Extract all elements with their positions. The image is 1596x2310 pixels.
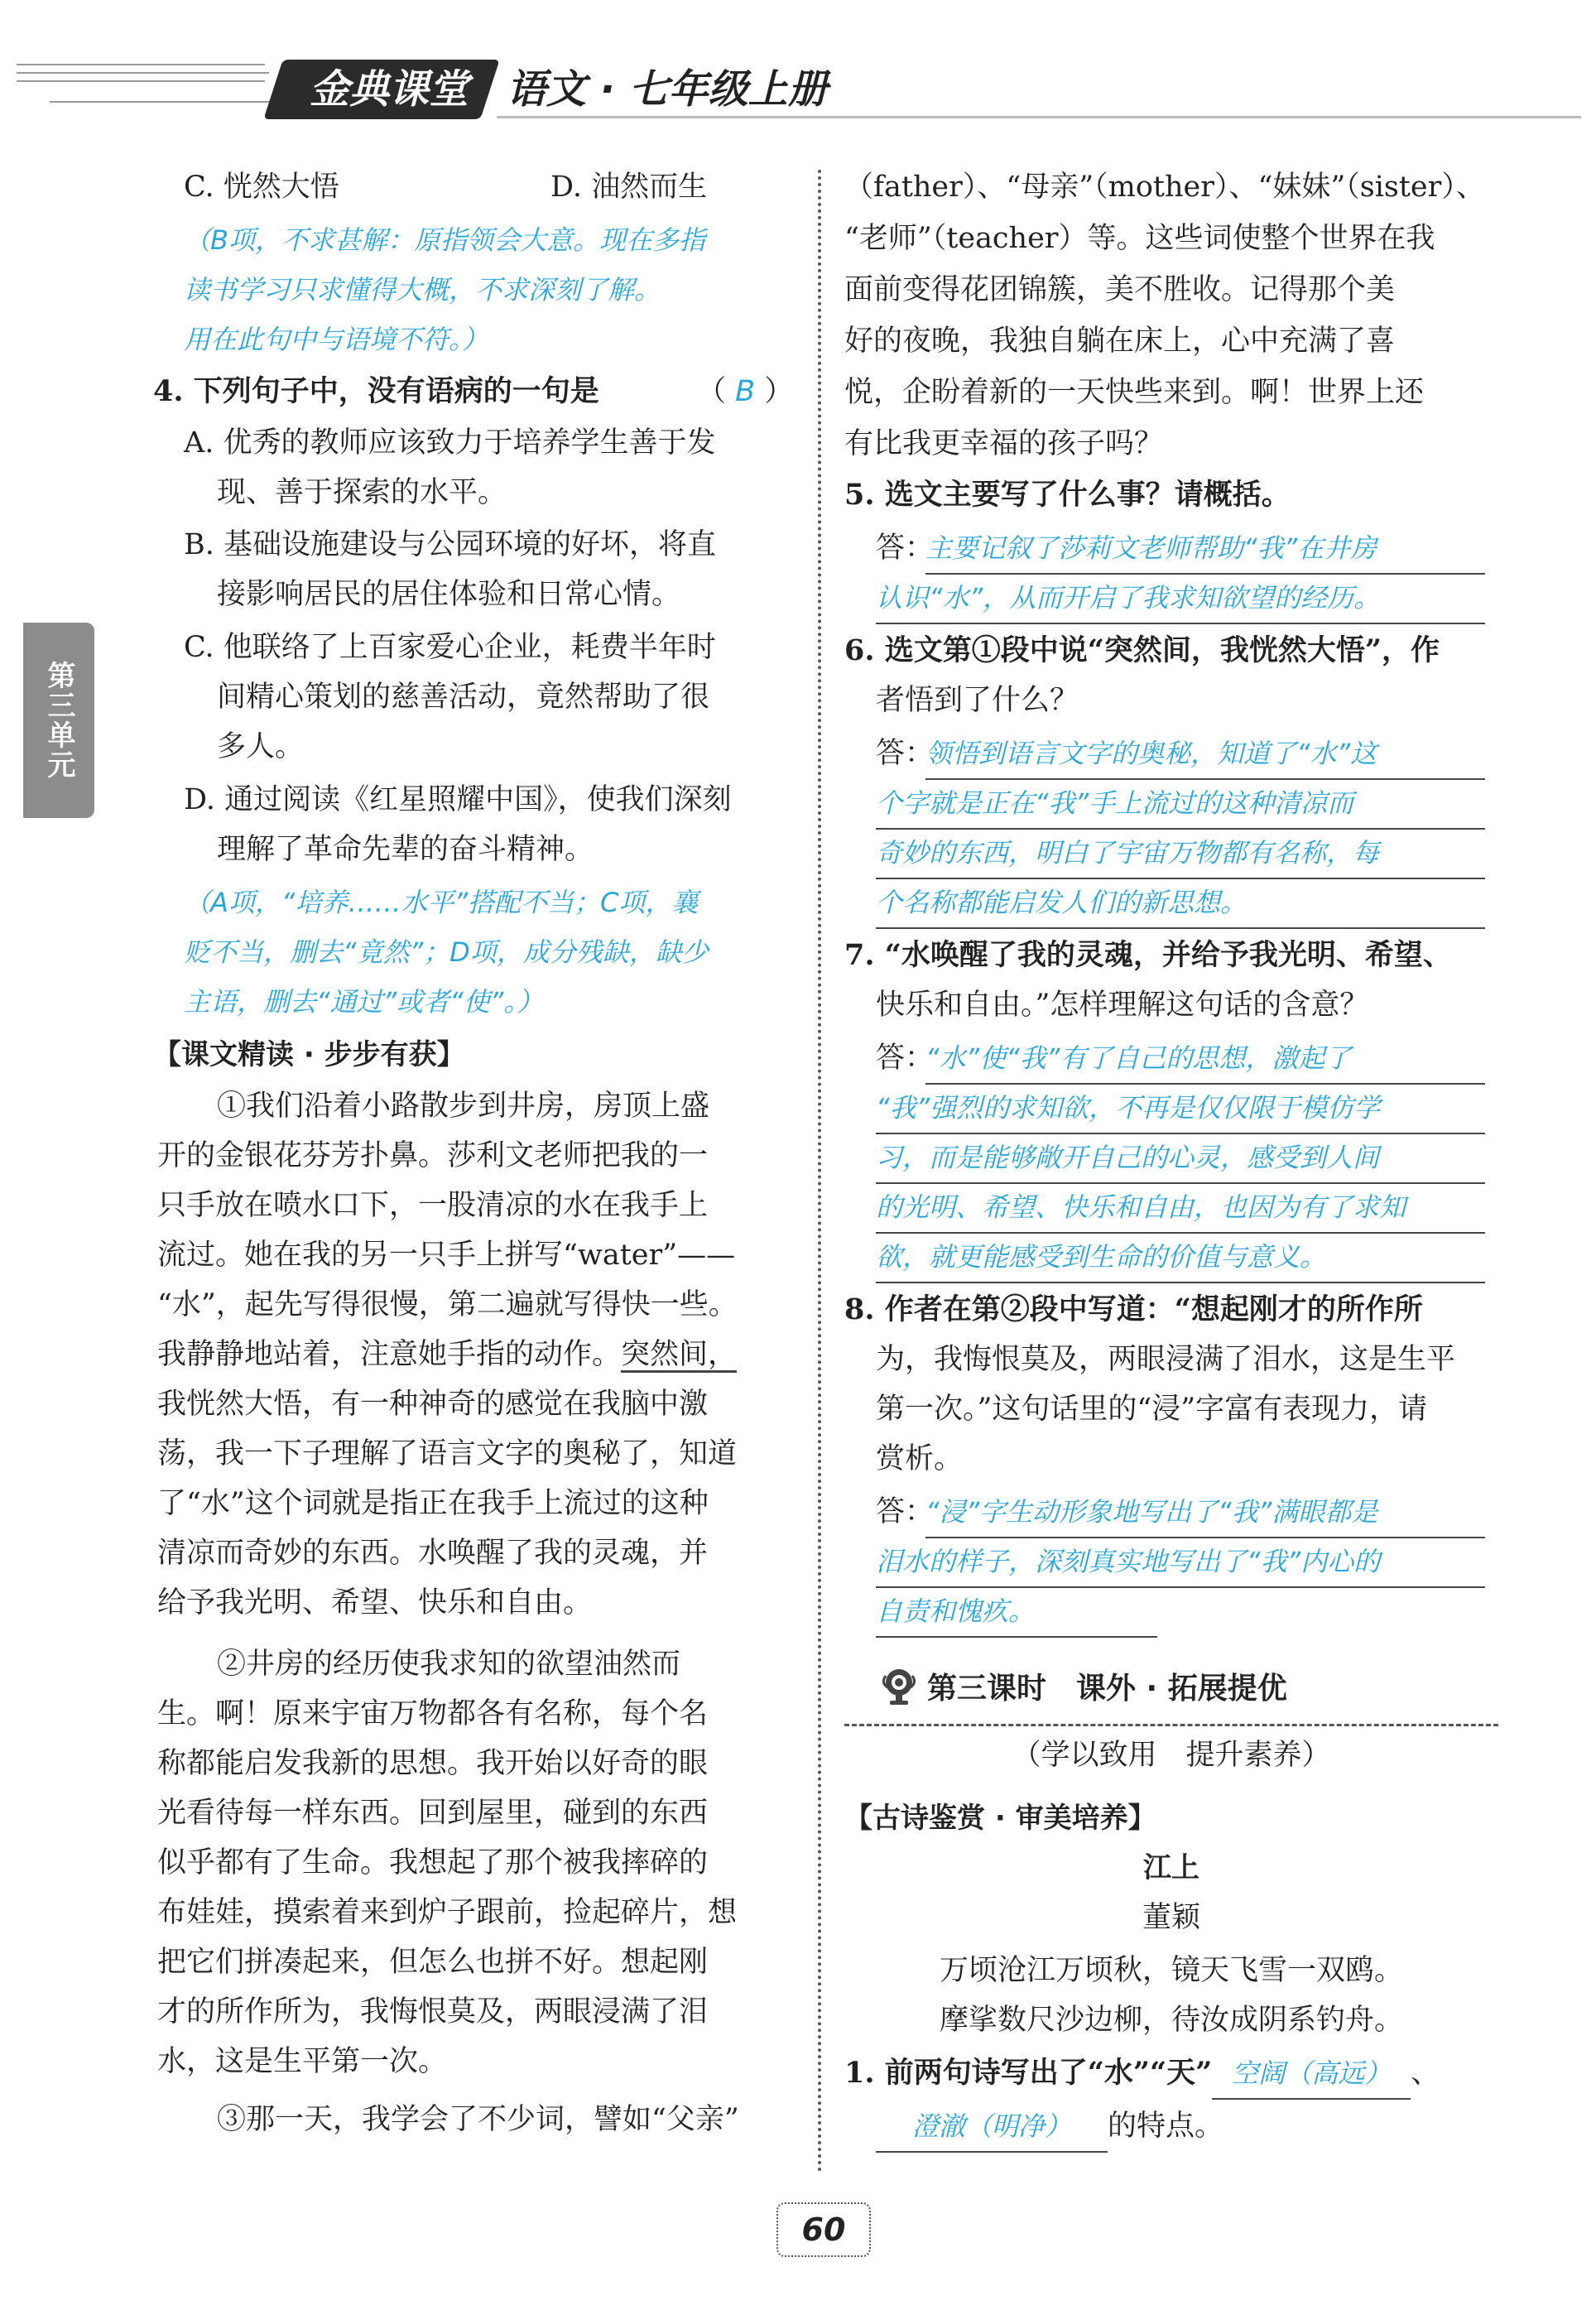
para3-cont-1: （father）、“母亲”（mother）、“妹妹”（sister）、 (844, 171, 1485, 204)
para3-cont-3: 面前变得花团锦簇，美不胜收。记得那个美 (844, 273, 1396, 306)
q7-stem-2: 快乐和自由。”怎样理解这句话的含意？ (876, 989, 1369, 1022)
q6-stem-2: 者悟到了什么？ (876, 684, 1079, 717)
q3-explain-3: 用在此句中与语境不符。） (184, 324, 489, 355)
q4-option-c-2: 间精心策划的慈善活动，竟然帮助了很 (217, 681, 710, 714)
para3-cont-4: 好的夜晚，我独自躺在床上，心中充满了喜 (844, 325, 1396, 358)
q4-option-a-1: A. 优秀的教师应该致力于培养学生善于发 (184, 426, 716, 460)
unit-side-tab: 第三单元 (23, 623, 94, 818)
q8-answer-line-3: 自责和愧疚。 (876, 1586, 1157, 1638)
poem-line-2: 摩挲数尺沙边柳，待汝成阴系钓舟。 (939, 2004, 1403, 2037)
header-rule (497, 116, 1581, 118)
poem-title: 江上 (1143, 1851, 1199, 1884)
para2-line-1: ②井房的经历使我求知的欲望油然而 (217, 1648, 681, 1681)
para2-line-9: 水，这是生平第一次。 (157, 2045, 448, 2078)
q6-answer-line-1: 领悟到语言文字的奥秘，知道了“水”这 (925, 729, 1485, 780)
q6-stem-1: 6. 选文第①段中说“突然间，我恍然大悟”，作 (844, 633, 1440, 667)
column-divider (818, 170, 821, 2173)
para1-line-3: 只手放在喷水口下，一股清凉的水在我手上 (157, 1189, 709, 1222)
q5-answer-line-2: 认识“水”，从而开启了我求知欲望的经历。 (876, 573, 1485, 624)
poem-q1-line-2: 澄澈（明净） 的特点。 (876, 2101, 1223, 2151)
page-number: 60 (776, 2202, 871, 2257)
q8-answer-line-1: “浸”字生动形象地写出了“我”满眼都是 (925, 1487, 1485, 1538)
lesson-dashed-rule (844, 1724, 1498, 1726)
q6-answer-label: 答： (876, 737, 935, 770)
lesson-subtitle: （学以致用 提升素养） (1012, 1739, 1331, 1772)
para3-line-1: ③那一天，我学会了不少词，譬如“父亲” (217, 2103, 739, 2136)
q5-answer-line-1: 主要记叙了莎莉文老师帮助“我”在井房 (925, 523, 1485, 575)
poem-author: 董颖 (1142, 1901, 1200, 1934)
para2-line-3: 称都能启发我新的思想。我开始以好奇的眼 (157, 1747, 709, 1780)
q4-explain-1: （A项，“培养……水平”搭配不当；C项，襄 (184, 887, 699, 918)
para2-line-6: 布娃娃，摸索着来到炉子跟前，捡起碎片，想 (157, 1896, 738, 1929)
q4-answer-paren: （ B ） (697, 375, 794, 408)
q7-answer-line-3: 习，而是能够敞开自己的心灵，感受到人间 (876, 1133, 1485, 1184)
q4-option-c-3: 多人。 (217, 730, 305, 763)
q8-stem-1: 8. 作者在第②段中写道：“想起刚才的所作所 (844, 1292, 1423, 1326)
para2-line-5: 似乎都有了生命。我想起了那个被我摔碎的 (157, 1846, 709, 1879)
para3-cont-6: 有比我更幸福的孩子吗？ (844, 427, 1164, 460)
q7-answer-line-4: 的光明、希望、快乐和自由，也因为有了求知 (876, 1182, 1485, 1234)
q7-answer-line-1: “水”使“我”有了自己的思想，激起了 (925, 1033, 1485, 1085)
para1-line-5: “水”，起先写得很慢，第二遍就写得快一些。 (157, 1288, 738, 1321)
section-title-poem: 【古诗鉴赏 · 审美培养】 (844, 1802, 1156, 1835)
q3-explain-1: （B项，不求甚解：原指领会大意。现在多指 (184, 224, 705, 256)
trophy-icon (879, 1666, 919, 1706)
q4-option-b-1: B. 基础设施建设与公园环境的好坏，将直 (184, 528, 716, 561)
q7-answer-label: 答： (876, 1042, 935, 1075)
para1-line-9: 了“水”这个词就是指正在我手上流过的这种 (157, 1487, 709, 1520)
q8-answer-line-2: 泪水的样子，深刻真实地写出了“我”内心的 (876, 1537, 1485, 1588)
para2-line-7: 把它们拼凑起来，但怎么也拼不好。想起刚 (157, 1946, 709, 1979)
para1-line-10: 清凉而奇妙的东西。水唤醒了我的灵魂，并 (157, 1537, 709, 1570)
q7-answer-line-2: “我”强烈的求知欲，不再是仅仅限于模仿学 (876, 1083, 1485, 1134)
q7-answer-line-5: 欲，就更能感受到生命的价值与意义。 (876, 1232, 1485, 1283)
q4-option-d-1: D. 通过阅读《红星照耀中国》，使我们深刻 (184, 783, 732, 816)
underlined-phrase: 突然间， (621, 1338, 738, 1371)
lesson-title: 第三课时 课外 · 拓展提优 (927, 1672, 1287, 1706)
section-title-reading: 【课文精读 · 步步有获】 (153, 1038, 465, 1071)
para1-line-11: 给予我光明、希望、快乐和自由。 (157, 1586, 593, 1619)
q4-option-a-2: 现、善于探索的水平。 (217, 476, 507, 509)
poem-line-1: 万顷沧江万顷秋，镜天飞雪一双鸥。 (939, 1954, 1403, 1987)
q4-explain-2: 贬不当，删去“竟然”；D项，成分残缺，缺少 (184, 936, 709, 968)
poem-q1-blank-1: 空阔（高远） (1212, 2048, 1411, 2100)
para3-cont-2: “老师”（teacher）等。这些词使整个世界在我 (844, 222, 1435, 255)
q6-answer-line-4: 个名称都能启发人们的新思想。 (876, 878, 1485, 929)
q8-stem-3: 第一次。”这句话里的“浸”字富有表现力，请 (876, 1393, 1428, 1426)
q4-explain-3: 主语，删去“通过”或者“使”。） (184, 986, 544, 1018)
q3-option-c: C. 恍然大悟 (184, 171, 339, 204)
q4-option-c-1: C. 他联络了上百家爱心企业，耗费半年时 (184, 631, 716, 664)
q6-answer-line-2: 个字就是正在“我”手上流过的这种清凉而 (876, 778, 1485, 830)
q5-stem: 5. 选文主要写了什么事？请概括。 (844, 478, 1291, 512)
poem-q1-blank-2: 澄澈（明净） (876, 2101, 1108, 2153)
q4-stem: 4. 下列句子中，没有语病的一句是 (153, 374, 599, 408)
para1-line-1: ①我们沿着小路散步到井房，房顶上盛 (217, 1090, 710, 1123)
para1-line-8: 荡，我一下子理解了语言文字的奥秘了，知道 (157, 1437, 738, 1470)
q5-answer-label: 答： (876, 532, 935, 565)
q3-explain-2: 读书学习只求懂得大概，不求深刻了解。 (184, 274, 661, 306)
header-decoration-lines (17, 56, 281, 114)
para2-line-4: 光看待每一样东西。回到屋里，碰到的东西 (157, 1797, 709, 1830)
para2-line-8: 才的所作所为，我悔恨莫及，两眼浸满了泪 (157, 1995, 709, 2028)
q4-option-b-2: 接影响居民的居住体验和日常心情。 (217, 578, 681, 611)
para3-cont-5: 悦，企盼着新的一天快些来到。啊！世界上还 (844, 376, 1425, 409)
para1-line-4: 流过。她在我的另一只手上拼写“water”—— (157, 1239, 736, 1272)
q8-stem-4: 赏析。 (876, 1442, 964, 1475)
header-brand: 金典课堂 (309, 66, 469, 113)
q4-answer: B (735, 375, 756, 408)
para1-line-6: 我静静地站着，注意她手指的动作。突然间， (157, 1338, 738, 1371)
q8-stem-2: 为，我悔恨莫及，两眼浸满了泪水，这是生平 (876, 1343, 1456, 1376)
para1-line-7: 我恍然大悟，有一种神奇的感觉在我脑中激 (157, 1388, 709, 1421)
poem-q1-line-1: 1. 前两句诗写出了“水”“天” 空阔（高远） 、 (844, 2048, 1440, 2098)
q8-answer-label: 答： (876, 1495, 935, 1528)
header-subject: 语文 · 七年级上册 (507, 66, 828, 113)
para2-line-2: 生。啊！原来宇宙万物都各有名称，每个名 (157, 1697, 709, 1730)
q6-answer-line-3: 奇妙的东西，明白了宇宙万物都有名称，每 (876, 828, 1485, 879)
q7-stem-1: 7. “水唤醒了我的灵魂，并给予我光明、希望、 (844, 938, 1452, 972)
q4-option-d-2: 理解了革命先辈的奋斗精神。 (217, 833, 594, 866)
q3-option-d: D. 油然而生 (550, 171, 708, 204)
para1-line-2: 开的金银花芬芳扑鼻。莎利文老师把我的一 (157, 1139, 709, 1172)
